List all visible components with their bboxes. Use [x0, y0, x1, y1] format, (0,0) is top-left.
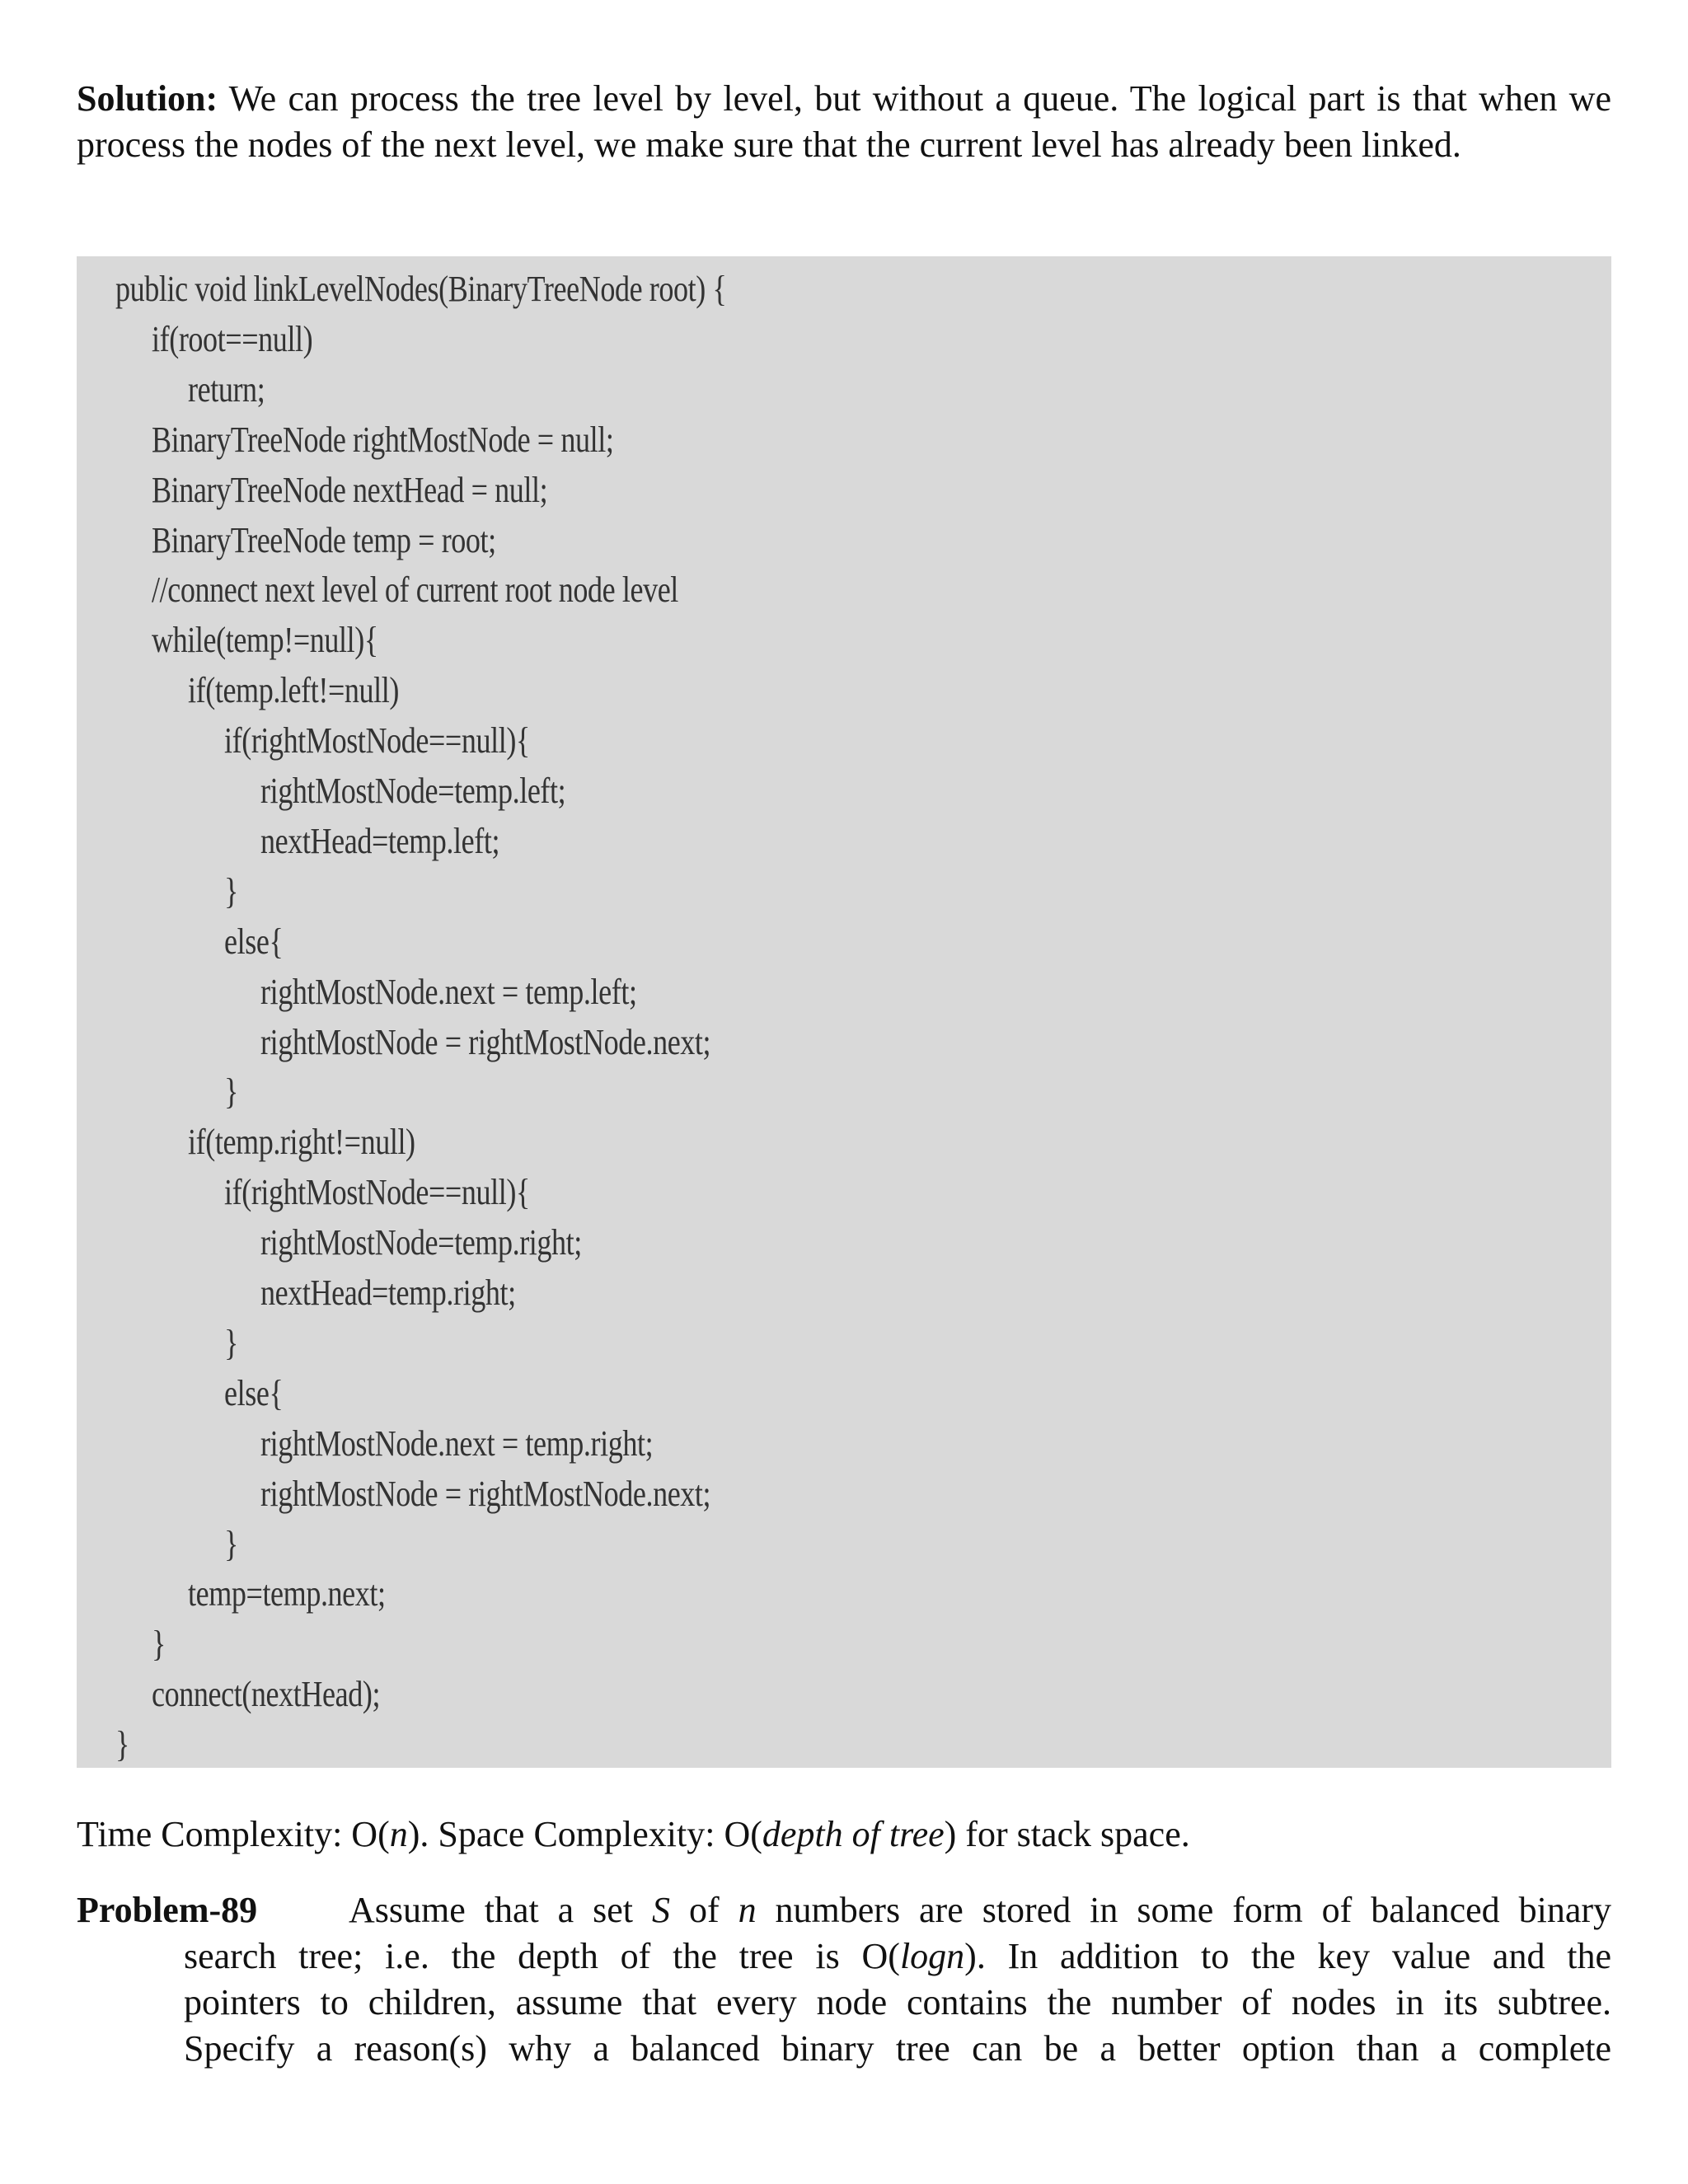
problem-line-2: [77, 1933, 1611, 1980]
code-line: rightMostNode=temp.right;: [260, 1222, 582, 1263]
code-line: nextHead=temp.right;: [260, 1272, 516, 1313]
code-line: }: [224, 1523, 238, 1564]
complexity-text-3: ) for stack space.: [944, 1814, 1190, 1854]
code-line: }: [152, 1624, 166, 1665]
complexity-text-1: Time Complexity: O(: [77, 1814, 390, 1854]
code-line: rightMostNode = rightMostNode.next;: [260, 1021, 711, 1062]
code-line: if(temp.left!=null): [188, 670, 400, 711]
problem-text-2: search tree; i.e. the depth of the tree is O(logn). In addition to the key value and the: [184, 1936, 1611, 1976]
solution-label: Solution:: [77, 78, 218, 119]
code-line: BinaryTreeNode rightMostNode = null;: [152, 419, 614, 460]
code-line: rightMostNode = rightMostNode.next;: [260, 1473, 711, 1514]
code-line: }: [224, 1071, 238, 1113]
problem-line-3: [77, 1980, 1611, 2026]
code-line: connect(nextHead);: [152, 1674, 381, 1715]
code-line: rightMostNode.next = temp.right;: [260, 1422, 654, 1464]
complexity-text-2: ). Space Complexity: O(: [407, 1814, 762, 1854]
problem-text-1: Assume that a set S of n numbers are stored in some form of balanced binary: [349, 1890, 1611, 1930]
solution-text: We can process the tree level by level, but without a queue. The logical part is that when we process the nodes of the next level, we make sure that the current level has already been linked.: [77, 78, 1611, 165]
code-line: public void linkLevelNodes(BinaryTreeNode root) {: [115, 269, 727, 309]
problem-89: [77, 1887, 1611, 2072]
problem-text-4: Specify a reason(s) why a balanced binary tree can be a better option than a complete: [184, 2028, 1611, 2069]
code-line: rightMostNode=temp.left;: [260, 771, 566, 811]
problem-text-3: pointers to children, assume that every node contains the number of nodes in its subtree.: [184, 1982, 1611, 2022]
code-line: }: [224, 870, 238, 912]
problem-label: Problem-89: [77, 1890, 258, 1930]
code-line: if(rightMostNode==null){: [224, 720, 530, 762]
code-line: else{: [224, 1372, 284, 1413]
problem-line-4: [77, 2026, 1611, 2072]
code-line: if(temp.right!=null): [188, 1122, 415, 1163]
problem-line-1: [77, 1887, 1611, 1933]
code-line: }: [224, 1322, 238, 1363]
complexity-depth: depth of tree: [762, 1814, 945, 1854]
code-line: //connect next level of current root node level: [152, 569, 678, 611]
solution-paragraph: [77, 76, 1611, 168]
code-line: if(rightMostNode==null){: [224, 1172, 530, 1213]
complexity-line: [77, 1811, 1611, 1858]
complexity-n: n: [389, 1814, 408, 1854]
code-line: else{: [224, 921, 284, 962]
code-line: BinaryTreeNode temp = root;: [152, 519, 496, 560]
code-block: [77, 256, 1611, 1768]
code-line: return;: [188, 368, 265, 410]
code-line: if(root==null): [152, 318, 313, 359]
code-line: nextHead=temp.left;: [260, 820, 500, 861]
code-line: while(temp!=null){: [152, 620, 378, 661]
code-line: rightMostNode.next = temp.left;: [260, 971, 637, 1012]
code-line: }: [115, 1724, 129, 1765]
code-line: BinaryTreeNode nextHead = null;: [152, 469, 548, 510]
code-line: temp=temp.next;: [188, 1573, 386, 1615]
